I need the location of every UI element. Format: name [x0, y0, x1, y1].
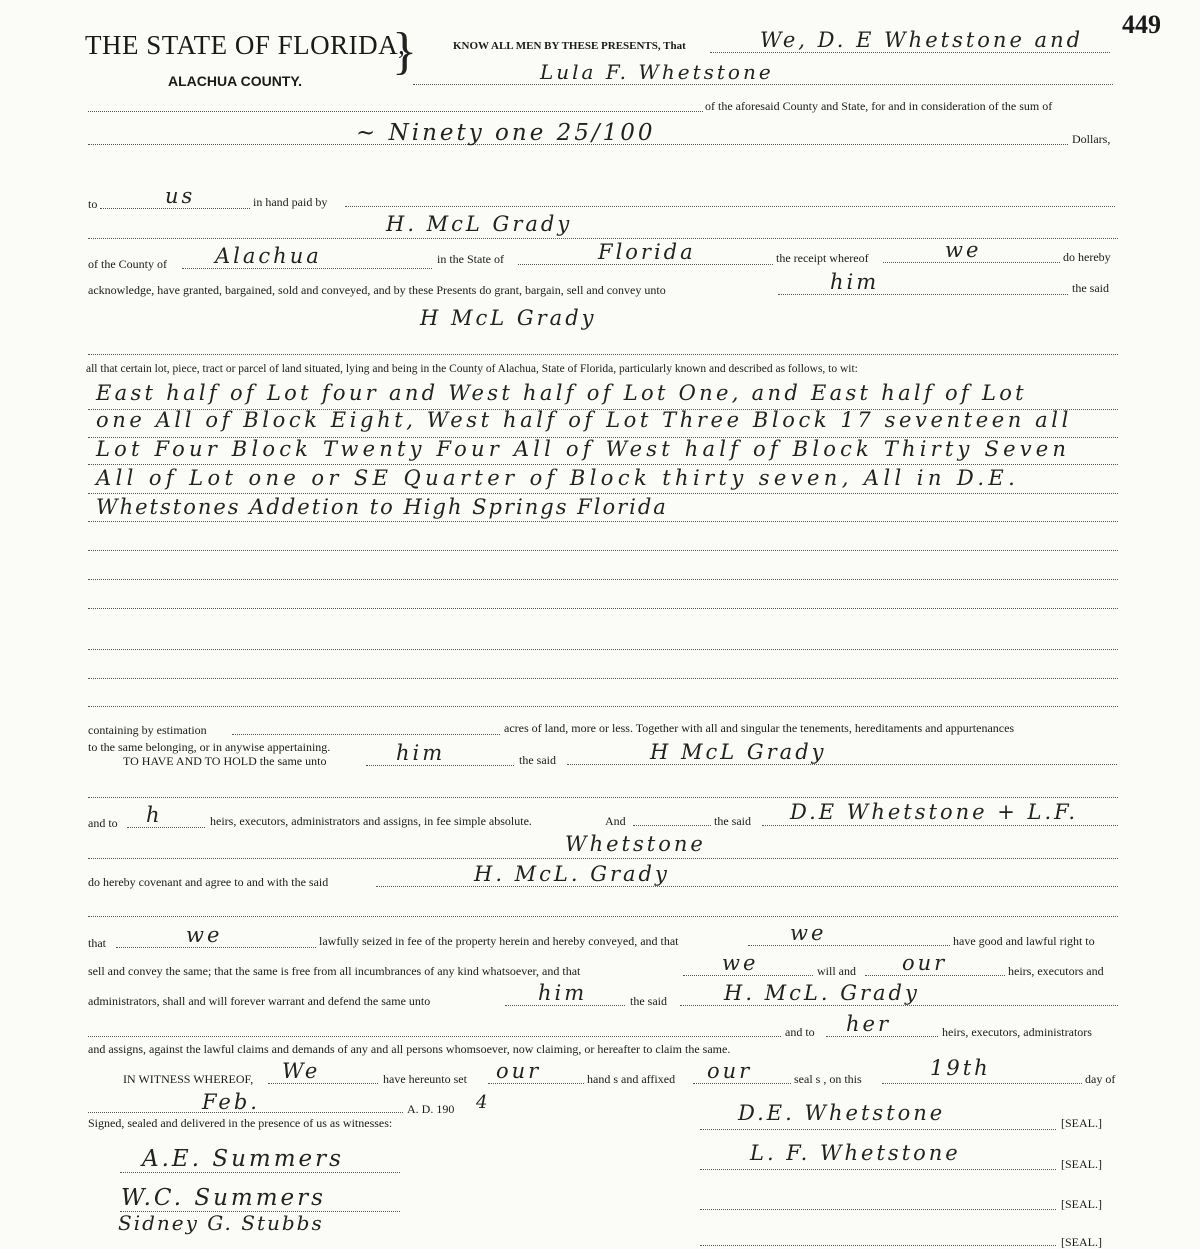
admin-grantee: H. McL. Grady [724, 981, 920, 1005]
land-line-4: All of Lot one or SE Quarter of Block thirty seven, All in D.E. [96, 466, 1020, 490]
covenant-text: do hereby covenant and agree to and with the said [88, 875, 329, 889]
signed-text: Signed, sealed and delivered in the presence of us as witnesses: [88, 1116, 393, 1130]
to-have-text: TO HAVE AND TO HOLD the same unto [123, 754, 327, 768]
state-label: in the State of [437, 252, 504, 266]
county-heading: ALACHUA COUNTY. [168, 73, 303, 89]
page-number: 449 [1122, 10, 1161, 39]
seal-3: [SEAL.] [1061, 1197, 1102, 1211]
containing-label: containing by estimation [88, 723, 207, 737]
grantors-short-2: Whetstone [565, 832, 706, 856]
seals-label: seal s , on this [794, 1072, 862, 1086]
land-intro: all that certain lot, piece, tract or parcel of land situated, lying and being in the County of Alachua, State of Florida, particularly known and described as follows, to wit: [86, 363, 858, 375]
acknowledge-text: acknowledge, have granted, bargained, sold and conveyed, and by these Presents do grant, bargain, sell and convey unto [88, 283, 666, 297]
in-witness-label: IN WITNESS WHEREOF, [123, 1072, 254, 1086]
belonging-text: to the same belonging, or in anywise appertaining. [88, 740, 331, 754]
witness-1: A.E. Summers [142, 1146, 344, 1172]
have-value: him [396, 741, 446, 765]
will-value: our [902, 951, 948, 975]
admin-text: administrators, shall and will forever warrant and defend the same unto [88, 994, 431, 1008]
do-hereby: do hereby [1063, 250, 1111, 264]
year-digit: 4 [476, 1092, 491, 1113]
day-value: 19th [930, 1056, 991, 1080]
and-label: And [605, 814, 626, 828]
paid-by-label: in hand paid by [253, 195, 328, 209]
signature-1: D.E. Whetstone [738, 1101, 946, 1125]
covenant-grantee: H. McL. Grady [474, 862, 670, 886]
heirs-text: heirs, executors, administrators and assigns, in fee simple absolute. [210, 814, 532, 828]
will-and: will and [817, 964, 856, 978]
know-all-text: KNOW ALL MEN BY THESE PRESENTS, That [453, 40, 686, 52]
have-grantee: H McL Grady [650, 740, 827, 764]
convey-value: him [830, 270, 880, 294]
seal-1: [SEAL.] [1061, 1116, 1102, 1130]
witness-3: Sidney G. Stubbs [118, 1211, 324, 1235]
the-said-3: the said [714, 814, 751, 828]
to-label: to [88, 197, 98, 211]
and-to-label: and to [88, 816, 118, 830]
land-line-1: East half of Lot four and West half of Lot One, and East half of Lot [96, 381, 1027, 405]
land-line-2: one All of Block Eight, West half of Lot Three Block 17 seventeen all [96, 408, 1072, 432]
grantors-line1: We, D. E Whetstone and [760, 28, 1084, 52]
the-said-1: the said [1072, 281, 1109, 295]
grantee-name: H. McL Grady [386, 212, 573, 236]
ad-label: A. D. 190 [407, 1102, 455, 1116]
affixed-value: our [707, 1059, 753, 1083]
assigns-text: and assigns, against the lawful claims and demands of any and all persons whomsoever, now claiming, or hereafter to claim the same. [88, 1042, 731, 1056]
aforesaid-text: of the aforesaid County and State, for and in consideration of the sum of [705, 99, 1053, 113]
acres-text: acres of land, more or less. Together with all and singular the tenements, hereditaments and appurtenances [504, 721, 1015, 735]
land-line-3: Lot Four Block Twenty Four All of West half of Block Thirty Seven [96, 437, 1071, 461]
seal-4: [SEAL.] [1061, 1235, 1102, 1249]
grantors-short: D.E Whetstone + L.F. [790, 800, 1079, 824]
witness-2: W.C. Summers [121, 1185, 326, 1211]
and-to-2-value: her [846, 1012, 891, 1036]
seized-value: we [790, 921, 827, 945]
sell-text: sell and convey the same; that the same is free from all incumbrances of any kind whatsoever, and that [88, 964, 581, 978]
state-value: Florida [598, 240, 696, 264]
heirs-exec-text: heirs, executors and [1008, 964, 1104, 978]
and-to-2: and to [785, 1025, 815, 1039]
that-value: we [186, 923, 223, 947]
hereunto-value: our [496, 1059, 542, 1083]
admin-value: him [538, 981, 588, 1005]
header-brace: } [392, 23, 417, 80]
that-label: that [88, 936, 106, 950]
sum-value: ~ Ninety one 25/100 [356, 120, 656, 146]
seal-2: [SEAL.] [1061, 1157, 1102, 1171]
seized-text: lawfully seized in fee of the property herein and hereby conveyed, and that [319, 934, 679, 948]
hereunto-label: have hereunto set [383, 1072, 467, 1086]
admin-said: the said [630, 994, 667, 1008]
month-value: Feb. [202, 1090, 260, 1114]
good-right-text: have good and lawful right to [953, 934, 1095, 948]
sell-value: we [722, 951, 759, 975]
county-label: of the County of [88, 257, 167, 271]
land-line-5: Whetstones Addetion to High Springs Florida [96, 495, 668, 519]
dollars-label: Dollars, [1072, 132, 1111, 146]
grantee-repeat: H McL Grady [420, 306, 597, 330]
receipt-value: we [945, 238, 982, 262]
state-title: THE STATE OF FLORIDA, [85, 30, 406, 60]
the-said-2: the said [519, 753, 556, 767]
day-of-label: day of [1085, 1072, 1116, 1086]
to-value: us [165, 184, 196, 208]
signature-2: L. F. Whetstone [750, 1141, 961, 1165]
hands-label: hand s and affixed [587, 1072, 676, 1086]
county-value: Alachua [215, 244, 322, 268]
heirs-exec-2: heirs, executors, administrators [942, 1025, 1092, 1039]
grantors-line2: Lula F. Whetstone [540, 60, 774, 84]
receipt-label: the receipt whereof [776, 251, 869, 265]
and-to-value: h [146, 803, 163, 827]
witness-value: We [282, 1059, 321, 1083]
